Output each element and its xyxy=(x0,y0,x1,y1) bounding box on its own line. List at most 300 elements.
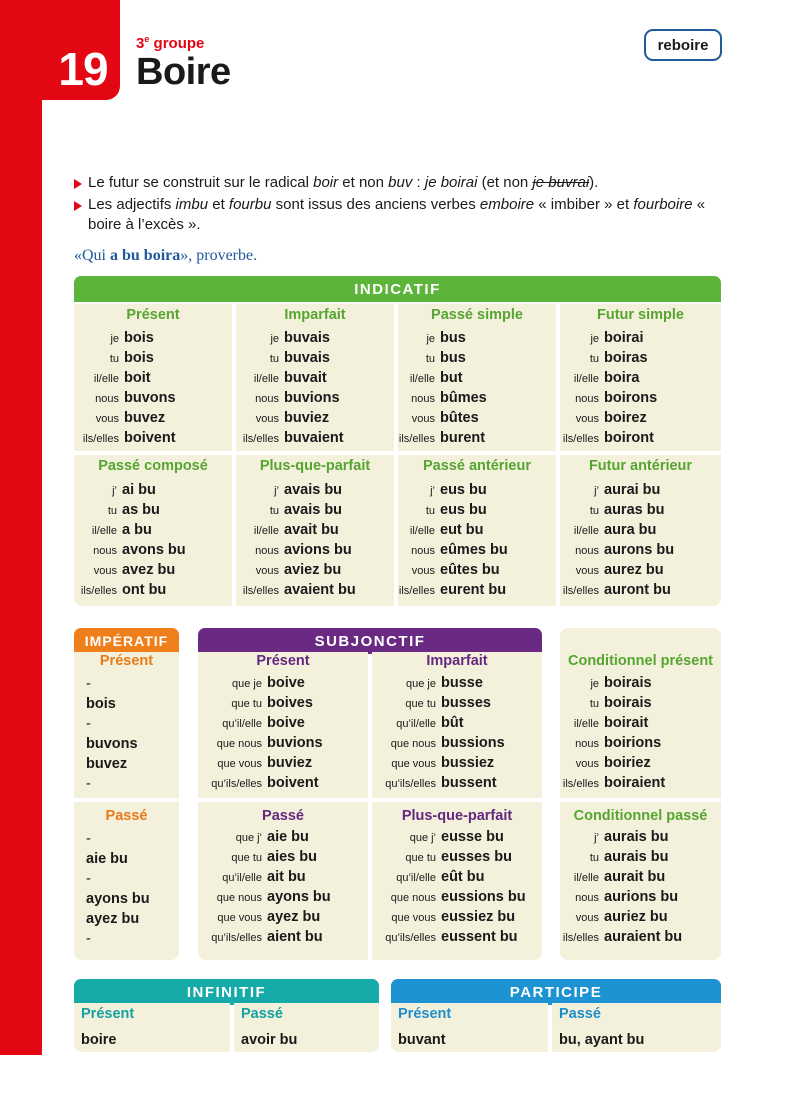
conj-row xyxy=(560,775,721,795)
verb-form: aie bu xyxy=(86,851,128,867)
pronoun: ils/elles xyxy=(80,585,117,597)
pronoun: je xyxy=(270,333,279,345)
conj-row xyxy=(74,430,232,450)
conj-row xyxy=(560,829,721,849)
note-text: Le futur se construit sur le radical xyxy=(88,174,314,191)
conj-row xyxy=(398,582,556,602)
verb-form: bussions xyxy=(441,735,505,751)
conjugation xyxy=(86,829,150,949)
verb-form: buvais xyxy=(284,330,330,346)
pronoun: vous xyxy=(255,565,279,577)
imperatif-header: IMPÉRATIF xyxy=(74,628,179,654)
infinitif-passe-cell xyxy=(234,1003,379,1052)
conjugation xyxy=(236,330,394,450)
conj-row xyxy=(198,675,368,695)
pronoun: il/elle xyxy=(409,373,435,385)
verb-form: as bu xyxy=(122,502,160,518)
conj-row xyxy=(236,482,394,502)
verb-form: busse xyxy=(441,675,483,691)
pronoun: ils/elles xyxy=(398,585,435,597)
conditionnel-passe-cell xyxy=(560,802,721,960)
verb-form: auront bu xyxy=(604,582,671,598)
verb-form: bus xyxy=(440,330,466,346)
participe-passe-cell xyxy=(552,1003,721,1052)
conj-row xyxy=(560,370,721,390)
note-italic: buv xyxy=(388,174,413,191)
note-italic: imbu xyxy=(175,196,209,213)
conjugation xyxy=(398,330,556,450)
pronoun: tu xyxy=(589,353,599,365)
note-text: ). xyxy=(589,174,599,191)
pronoun: nous xyxy=(575,892,599,904)
pronoun: que nous xyxy=(390,738,436,750)
note-text: Les adjectifs xyxy=(88,196,176,213)
verb-form: aurais bu xyxy=(604,829,669,845)
verb-form: auras bu xyxy=(604,502,665,518)
infinitif-header: INFINITIF xyxy=(74,979,379,1005)
conditionnel-present-cell xyxy=(560,628,721,798)
subjonctif-imparfait-cell xyxy=(372,652,542,798)
verb-form: boivent xyxy=(267,775,319,791)
pronoun: que tu xyxy=(231,852,262,864)
conj-row xyxy=(372,889,542,909)
tense-title: Plus-que-parfait xyxy=(259,458,371,474)
conj-row xyxy=(74,562,232,582)
note-italic: boir xyxy=(313,174,339,191)
subjonctif-header: SUBJONCTIF xyxy=(198,628,542,654)
pronoun: il/elle xyxy=(91,525,117,537)
pronoun: nous xyxy=(575,545,599,557)
tense-title: Passé composé xyxy=(98,458,208,474)
conj-row xyxy=(198,909,368,929)
conj-row xyxy=(560,350,721,370)
conj-row xyxy=(372,849,542,869)
pronoun: que nous xyxy=(216,738,262,750)
pronoun: ils/elles xyxy=(562,433,599,445)
conj-row xyxy=(560,755,721,775)
tense-title: Présent xyxy=(99,653,154,669)
verb-form: a bu xyxy=(122,522,152,538)
verb-form: avais bu xyxy=(284,502,343,518)
tense-title: Conditionnel présent xyxy=(568,653,713,669)
note-2 xyxy=(74,195,734,235)
verb-form: bois xyxy=(124,350,154,366)
tense-title: Imparfait xyxy=(426,653,488,669)
pronoun: j’ xyxy=(430,485,435,497)
pronoun: qu’ils/elles xyxy=(211,932,262,944)
conjugation xyxy=(560,675,721,795)
pronoun: nous xyxy=(575,393,599,405)
note-italic: fourboire xyxy=(633,196,693,213)
conj-row xyxy=(398,330,556,350)
tense-title: Présent xyxy=(126,307,180,323)
participe-header: PARTICIPE xyxy=(391,979,721,1005)
pronoun: tu xyxy=(107,505,117,517)
conj-row xyxy=(198,869,368,889)
conj-row xyxy=(74,370,232,390)
pronoun: vous xyxy=(411,565,435,577)
verb-form: busses xyxy=(441,695,491,711)
conjugation xyxy=(236,482,394,602)
verb-form: boire xyxy=(81,1032,117,1048)
verb-form: buvaient xyxy=(284,430,344,446)
conj-row xyxy=(560,562,721,582)
participe-present-cell xyxy=(391,1003,548,1052)
verb-form: eus bu xyxy=(440,502,487,518)
pronoun: nous xyxy=(411,545,435,557)
conj-row xyxy=(560,430,721,450)
pronoun: je xyxy=(110,333,119,345)
conjugation xyxy=(398,482,556,602)
pronoun: tu xyxy=(425,353,435,365)
conjugation xyxy=(372,829,542,949)
verb-form: boirons xyxy=(604,390,658,406)
pronoun: il/elle xyxy=(253,525,279,537)
conj-row xyxy=(398,542,556,562)
conj-row xyxy=(198,889,368,909)
verb-form: avoir bu xyxy=(241,1032,298,1048)
conj-row xyxy=(560,482,721,502)
verb-form: ayons bu xyxy=(86,891,150,907)
conj-row xyxy=(560,410,721,430)
group-suffix: e xyxy=(144,34,150,44)
conj-row xyxy=(74,350,232,370)
verb-form: - xyxy=(86,676,91,692)
verb-form: eût bu xyxy=(441,869,485,885)
verb-form: aurons bu xyxy=(604,542,675,558)
verb-form: eûmes bu xyxy=(440,542,508,558)
conj-row xyxy=(372,755,542,775)
verb-form: avez bu xyxy=(122,562,176,578)
note-struck-form: je buvrai xyxy=(532,174,590,191)
conjugation xyxy=(198,675,368,795)
verb-form: boive xyxy=(267,715,305,731)
verb-form: ai bu xyxy=(122,482,156,498)
verb-form: ayons bu xyxy=(267,889,331,905)
conjugation xyxy=(560,330,721,450)
note-text: et non xyxy=(338,174,389,191)
conj-row xyxy=(560,735,721,755)
conjugation xyxy=(198,829,368,949)
pronoun: qu’il/elle xyxy=(396,872,436,884)
verb-form: buvait xyxy=(284,370,327,386)
pronoun: je xyxy=(426,333,435,345)
pronoun: que tu xyxy=(405,698,436,710)
verb-form: aie bu xyxy=(267,829,309,845)
pronoun: ils/elles xyxy=(398,433,435,445)
pronoun: qu’il/elle xyxy=(222,718,262,730)
red-side-bar xyxy=(0,0,42,1055)
verb-form: boirais xyxy=(604,695,652,711)
verb-form: ait bu xyxy=(267,869,306,885)
conj-row xyxy=(560,582,721,602)
pronoun: que vous xyxy=(217,758,262,770)
pronoun: il/elle xyxy=(253,373,279,385)
verb-form: bût xyxy=(441,715,464,731)
conj-row xyxy=(198,929,368,949)
conjugation xyxy=(560,829,721,949)
conjugation xyxy=(74,482,232,602)
pronoun: que nous xyxy=(216,892,262,904)
conj-row xyxy=(398,350,556,370)
pronoun: nous xyxy=(93,545,117,557)
verb-form: eurent bu xyxy=(440,582,507,598)
verb-form: - xyxy=(86,871,91,887)
verb-form: bois xyxy=(124,330,154,346)
pronoun: tu xyxy=(589,698,599,710)
conj-row xyxy=(560,929,721,949)
tense-title: Présent xyxy=(256,653,310,669)
verb-form: buviez xyxy=(267,755,313,771)
conj-row xyxy=(236,582,394,602)
verb-form: aurait bu xyxy=(604,869,666,885)
pronoun: que tu xyxy=(231,698,262,710)
tense-title: Passé xyxy=(105,808,148,824)
conj-row xyxy=(236,370,394,390)
conj-row xyxy=(372,929,542,949)
verb-form: but xyxy=(440,370,463,386)
tense-title: Présent xyxy=(81,1006,135,1022)
indicatif-plus-que-parfait-cell xyxy=(236,455,394,606)
verb-form: eusses bu xyxy=(441,849,512,865)
pronoun: il/elle xyxy=(409,525,435,537)
verb-form: boive xyxy=(267,675,305,691)
note-italic: je boirai xyxy=(424,174,478,191)
pronoun: il/elle xyxy=(93,373,119,385)
conj-row xyxy=(74,502,232,522)
verb-form: boirions xyxy=(604,735,662,751)
verb-form: aurions bu xyxy=(604,889,679,905)
verb-form: boirez xyxy=(604,410,647,426)
conj-row xyxy=(198,829,368,849)
pronoun: que vous xyxy=(217,912,262,924)
pronoun: il/elle xyxy=(573,373,599,385)
note-text: (et non xyxy=(477,174,533,191)
conj-row xyxy=(398,562,556,582)
pronoun: que je xyxy=(232,678,262,690)
verb-form: buvions xyxy=(284,390,340,406)
pronoun: j’ xyxy=(274,485,279,497)
pronoun: que je xyxy=(406,678,436,690)
conj-row xyxy=(560,502,721,522)
tense-title: Conditionnel passé xyxy=(573,808,708,824)
triangle-bullet-icon xyxy=(74,201,82,211)
verb-form: boira xyxy=(604,370,640,386)
verb-form: eûtes bu xyxy=(440,562,500,578)
pronoun: qu’il/elle xyxy=(396,718,436,730)
conj-row xyxy=(372,695,542,715)
pronoun: vous xyxy=(255,413,279,425)
pronoun: que j’ xyxy=(409,832,436,844)
pronoun: ils/elles xyxy=(242,585,279,597)
verb-form: buvez xyxy=(86,756,128,772)
conj-row xyxy=(372,675,542,695)
conj-row xyxy=(372,715,542,735)
tense-title: Imparfait xyxy=(284,307,346,323)
pronoun: ils/elles xyxy=(562,778,599,790)
conj-row xyxy=(74,410,232,430)
pronoun: j’ xyxy=(594,832,599,844)
conj-row xyxy=(236,562,394,582)
conj-row xyxy=(198,715,368,735)
pronoun: vous xyxy=(575,413,599,425)
verb-form: boiraient xyxy=(604,775,666,791)
subjonctif-plus-que-parfait-cell xyxy=(372,802,542,960)
conj-row xyxy=(372,869,542,889)
verb-form: buviez xyxy=(284,410,330,426)
tense-title: Futur antérieur xyxy=(588,458,693,474)
verb-form: avions bu xyxy=(284,542,352,558)
pronoun: que j’ xyxy=(235,832,262,844)
pronoun: vous xyxy=(411,413,435,425)
tense-title: Passé xyxy=(262,808,304,824)
pronoun: nous xyxy=(411,393,435,405)
note-text: sont issus des anciens verbes xyxy=(271,196,480,213)
verb-form: eussiez bu xyxy=(441,909,516,925)
verb-form: boiront xyxy=(604,430,654,446)
conj-row xyxy=(398,522,556,542)
pronoun: vous xyxy=(93,565,117,577)
pronoun: nous xyxy=(255,393,279,405)
pronoun: vous xyxy=(95,413,119,425)
conj-row xyxy=(198,695,368,715)
verb-form: aurez bu xyxy=(604,562,664,578)
pronoun: que vous xyxy=(391,912,436,924)
note-text: : xyxy=(412,174,425,191)
conj-row xyxy=(198,735,368,755)
verb-form: boirai xyxy=(604,330,644,346)
conj-row xyxy=(398,410,556,430)
indicatif-passe-compose-cell xyxy=(74,455,232,606)
verb-form: auraient bu xyxy=(604,929,683,945)
conj-row xyxy=(236,410,394,430)
pronoun: que nous xyxy=(390,892,436,904)
verb-form: boit xyxy=(124,370,151,386)
conjugation xyxy=(560,482,721,602)
see-also-reference[interactable]: reboire xyxy=(644,29,722,61)
indicatif-imparfait-cell xyxy=(236,304,394,451)
conj-row xyxy=(398,390,556,410)
conj-row xyxy=(74,390,232,410)
verb-form: eusse bu xyxy=(441,829,504,845)
conjugation xyxy=(86,674,138,794)
conj-row xyxy=(560,522,721,542)
indicatif-futur-anterieur-cell xyxy=(560,455,721,606)
verb-form: - xyxy=(86,716,91,732)
note-text: « imbiber » et xyxy=(534,196,634,213)
conj-row xyxy=(560,390,721,410)
conj-row xyxy=(236,390,394,410)
note-text: « boire à l’excès ». xyxy=(88,196,706,233)
verb-form: boiras xyxy=(604,350,648,366)
tense-title: Passé xyxy=(559,1006,601,1022)
conj-row xyxy=(198,755,368,775)
verb-form: bois xyxy=(86,696,116,712)
pronoun: il/elle xyxy=(573,872,599,884)
conj-row xyxy=(398,430,556,450)
verb-form: avais bu xyxy=(284,482,343,498)
verb-form: avaient bu xyxy=(284,582,356,598)
indicatif-passe-anterieur-cell xyxy=(398,455,556,606)
pronoun: je xyxy=(590,333,599,345)
conj-row xyxy=(560,715,721,735)
tense-title: Présent xyxy=(398,1006,452,1022)
conj-row xyxy=(198,775,368,795)
triangle-bullet-icon xyxy=(74,179,82,189)
conj-row xyxy=(236,430,394,450)
tense-title: Plus-que-parfait xyxy=(401,808,513,824)
pronoun: tu xyxy=(425,505,435,517)
verb-form: aies bu xyxy=(267,849,317,865)
imperatif-present-cell xyxy=(74,652,179,798)
conj-row xyxy=(560,909,721,929)
imperatif-passe-cell xyxy=(74,802,179,960)
verb-form: - xyxy=(86,776,91,792)
verb-form: ayez bu xyxy=(86,911,140,927)
verb-form: buvais xyxy=(284,350,330,366)
conjugation xyxy=(372,675,542,795)
verb-form: aviez bu xyxy=(284,562,342,578)
verb-form: eussent bu xyxy=(441,929,518,945)
verb-form: - xyxy=(86,831,91,847)
conj-row xyxy=(74,542,232,562)
verb-form: aurai bu xyxy=(604,482,661,498)
conj-row xyxy=(560,675,721,695)
proverb-text: «Qui xyxy=(74,247,110,264)
pronoun: tu xyxy=(269,505,279,517)
verb-form: buvez xyxy=(124,410,166,426)
tense-title: Futur simple xyxy=(596,307,684,323)
conj-row xyxy=(74,330,232,350)
note-1 xyxy=(74,173,734,193)
conj-row xyxy=(198,849,368,869)
conj-row xyxy=(560,889,721,909)
verb-form: buvons xyxy=(124,390,176,406)
indicatif-present-cell xyxy=(74,304,232,451)
verb-form: aurais bu xyxy=(604,849,669,865)
pronoun: nous xyxy=(575,738,599,750)
pronoun: que tu xyxy=(405,852,436,864)
pronoun: tu xyxy=(269,353,279,365)
conj-row xyxy=(236,330,394,350)
conj-row xyxy=(560,695,721,715)
conj-row xyxy=(398,370,556,390)
verb-form: eus bu xyxy=(440,482,487,498)
conj-row xyxy=(74,582,232,602)
tense-title: Passé antérieur xyxy=(422,458,531,474)
verb-form: ont bu xyxy=(122,582,167,598)
indicatif-passe-simple-cell xyxy=(398,304,556,451)
verb-form: eut bu xyxy=(440,522,484,538)
pronoun: vous xyxy=(575,758,599,770)
proverb xyxy=(74,247,257,265)
pronoun: ils/elles xyxy=(242,433,279,445)
conj-row xyxy=(372,775,542,795)
verb-form: ayez bu xyxy=(267,909,321,925)
note-italic: emboire xyxy=(479,196,535,213)
proverb-text: », proverbe. xyxy=(180,247,258,264)
pronoun: qu’il/elle xyxy=(222,872,262,884)
pronoun: tu xyxy=(589,852,599,864)
infinitif-present-cell xyxy=(74,1003,230,1052)
verb-form: buvons xyxy=(86,736,138,752)
subjonctif-passe-cell xyxy=(198,802,368,960)
conj-row xyxy=(236,522,394,542)
group-number: 3 xyxy=(136,35,145,52)
pronoun: qu’ils/elles xyxy=(385,778,436,790)
pronoun: tu xyxy=(109,353,119,365)
verb-form: boivent xyxy=(124,430,176,446)
